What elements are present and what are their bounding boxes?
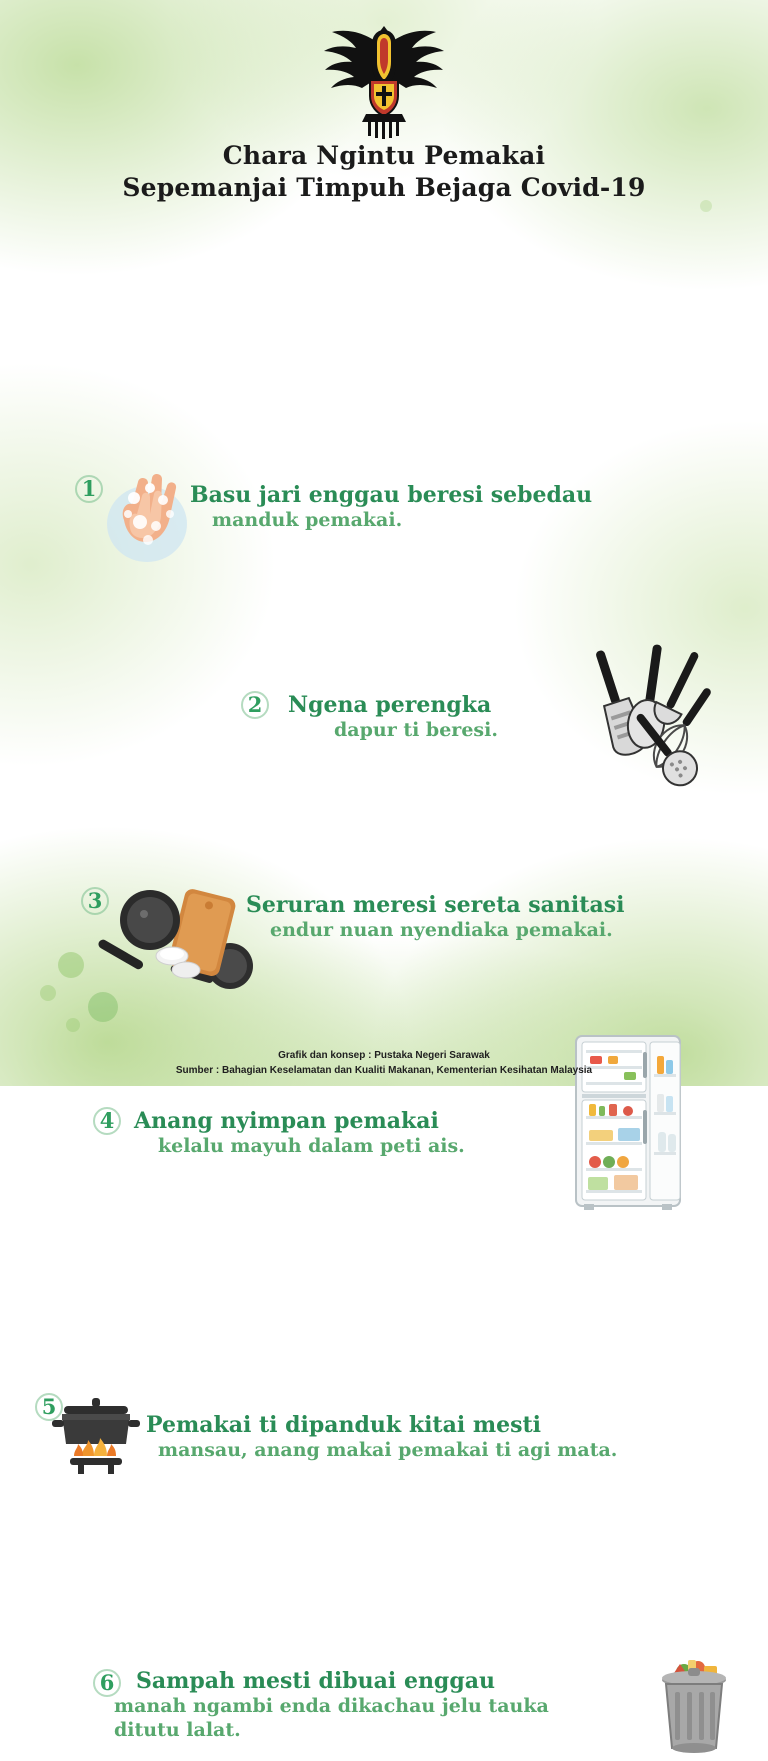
step-4-sub-text: kelalu mayuh dalam peti ais. [158,1134,465,1157]
step-4-text [134,1108,574,1159]
footer-credit-line: Grafik dan konsep : Pustaka Negeri Sarawak [278,1050,490,1061]
cooking-pot-icon [48,1392,144,1478]
step-number-6: 6 [92,1668,122,1698]
step-number-5: 5 [34,1392,64,1422]
step-number-3: 3 [80,886,110,916]
step-4-main-text: Anang nyimpan pemakai [134,1108,439,1134]
step-2-sub-text: dapur ti beresi. [334,718,498,741]
footer-source-line: Sumber : Bahagian Keselamatan dan Kualiti Makanan, Kementerian Kesihatan Malaysia [175,1064,593,1076]
step-number-4: 4 [92,1106,122,1136]
title-line-1: Chara Ngintu Pemakai [222,141,546,170]
title-line-2: Sepemanjai Timpuh Bejaga Covid-19 [122,173,646,202]
step-6-text [114,1668,656,1742]
decorative-speck [40,985,56,1001]
step-5-main-text: Pemakai ti dipanduk kitai mesti [146,1412,542,1438]
step-2-main-text: Ngena perengka [288,692,492,718]
step-6-main-text: Sampah mesti dibuai enggau [136,1668,495,1694]
step-6-sub-text-2: ditutu lalat. [114,1718,241,1741]
poster-footer [0,1049,768,1078]
step-1-sub-text: manduk pemakai. [212,508,403,531]
step-1-main-text: Basu jari enggau beresi sebedau [190,482,593,508]
step-3-sub-text: endur nuan nyendiaka pemakai. [270,918,613,941]
step-1 [0,236,768,531]
decorative-speck [88,992,118,1022]
step-3-main-text: Seruran meresi sereta sanitasi [246,892,625,918]
decorative-speck [66,1018,80,1032]
step-number-1: 1 [74,474,104,504]
step-5-text [146,1412,726,1463]
poster-title [0,140,768,204]
trash-bin-icon [642,1638,742,1756]
step-5-sub-text: mansau, anang makai pemakai ti agi mata. [158,1438,618,1461]
step-number-2: 2 [240,690,270,720]
step-6-sub-text: manah ngambi enda dikachau jelu tauka [114,1694,549,1717]
sarawak-coat-of-arms [314,18,454,140]
